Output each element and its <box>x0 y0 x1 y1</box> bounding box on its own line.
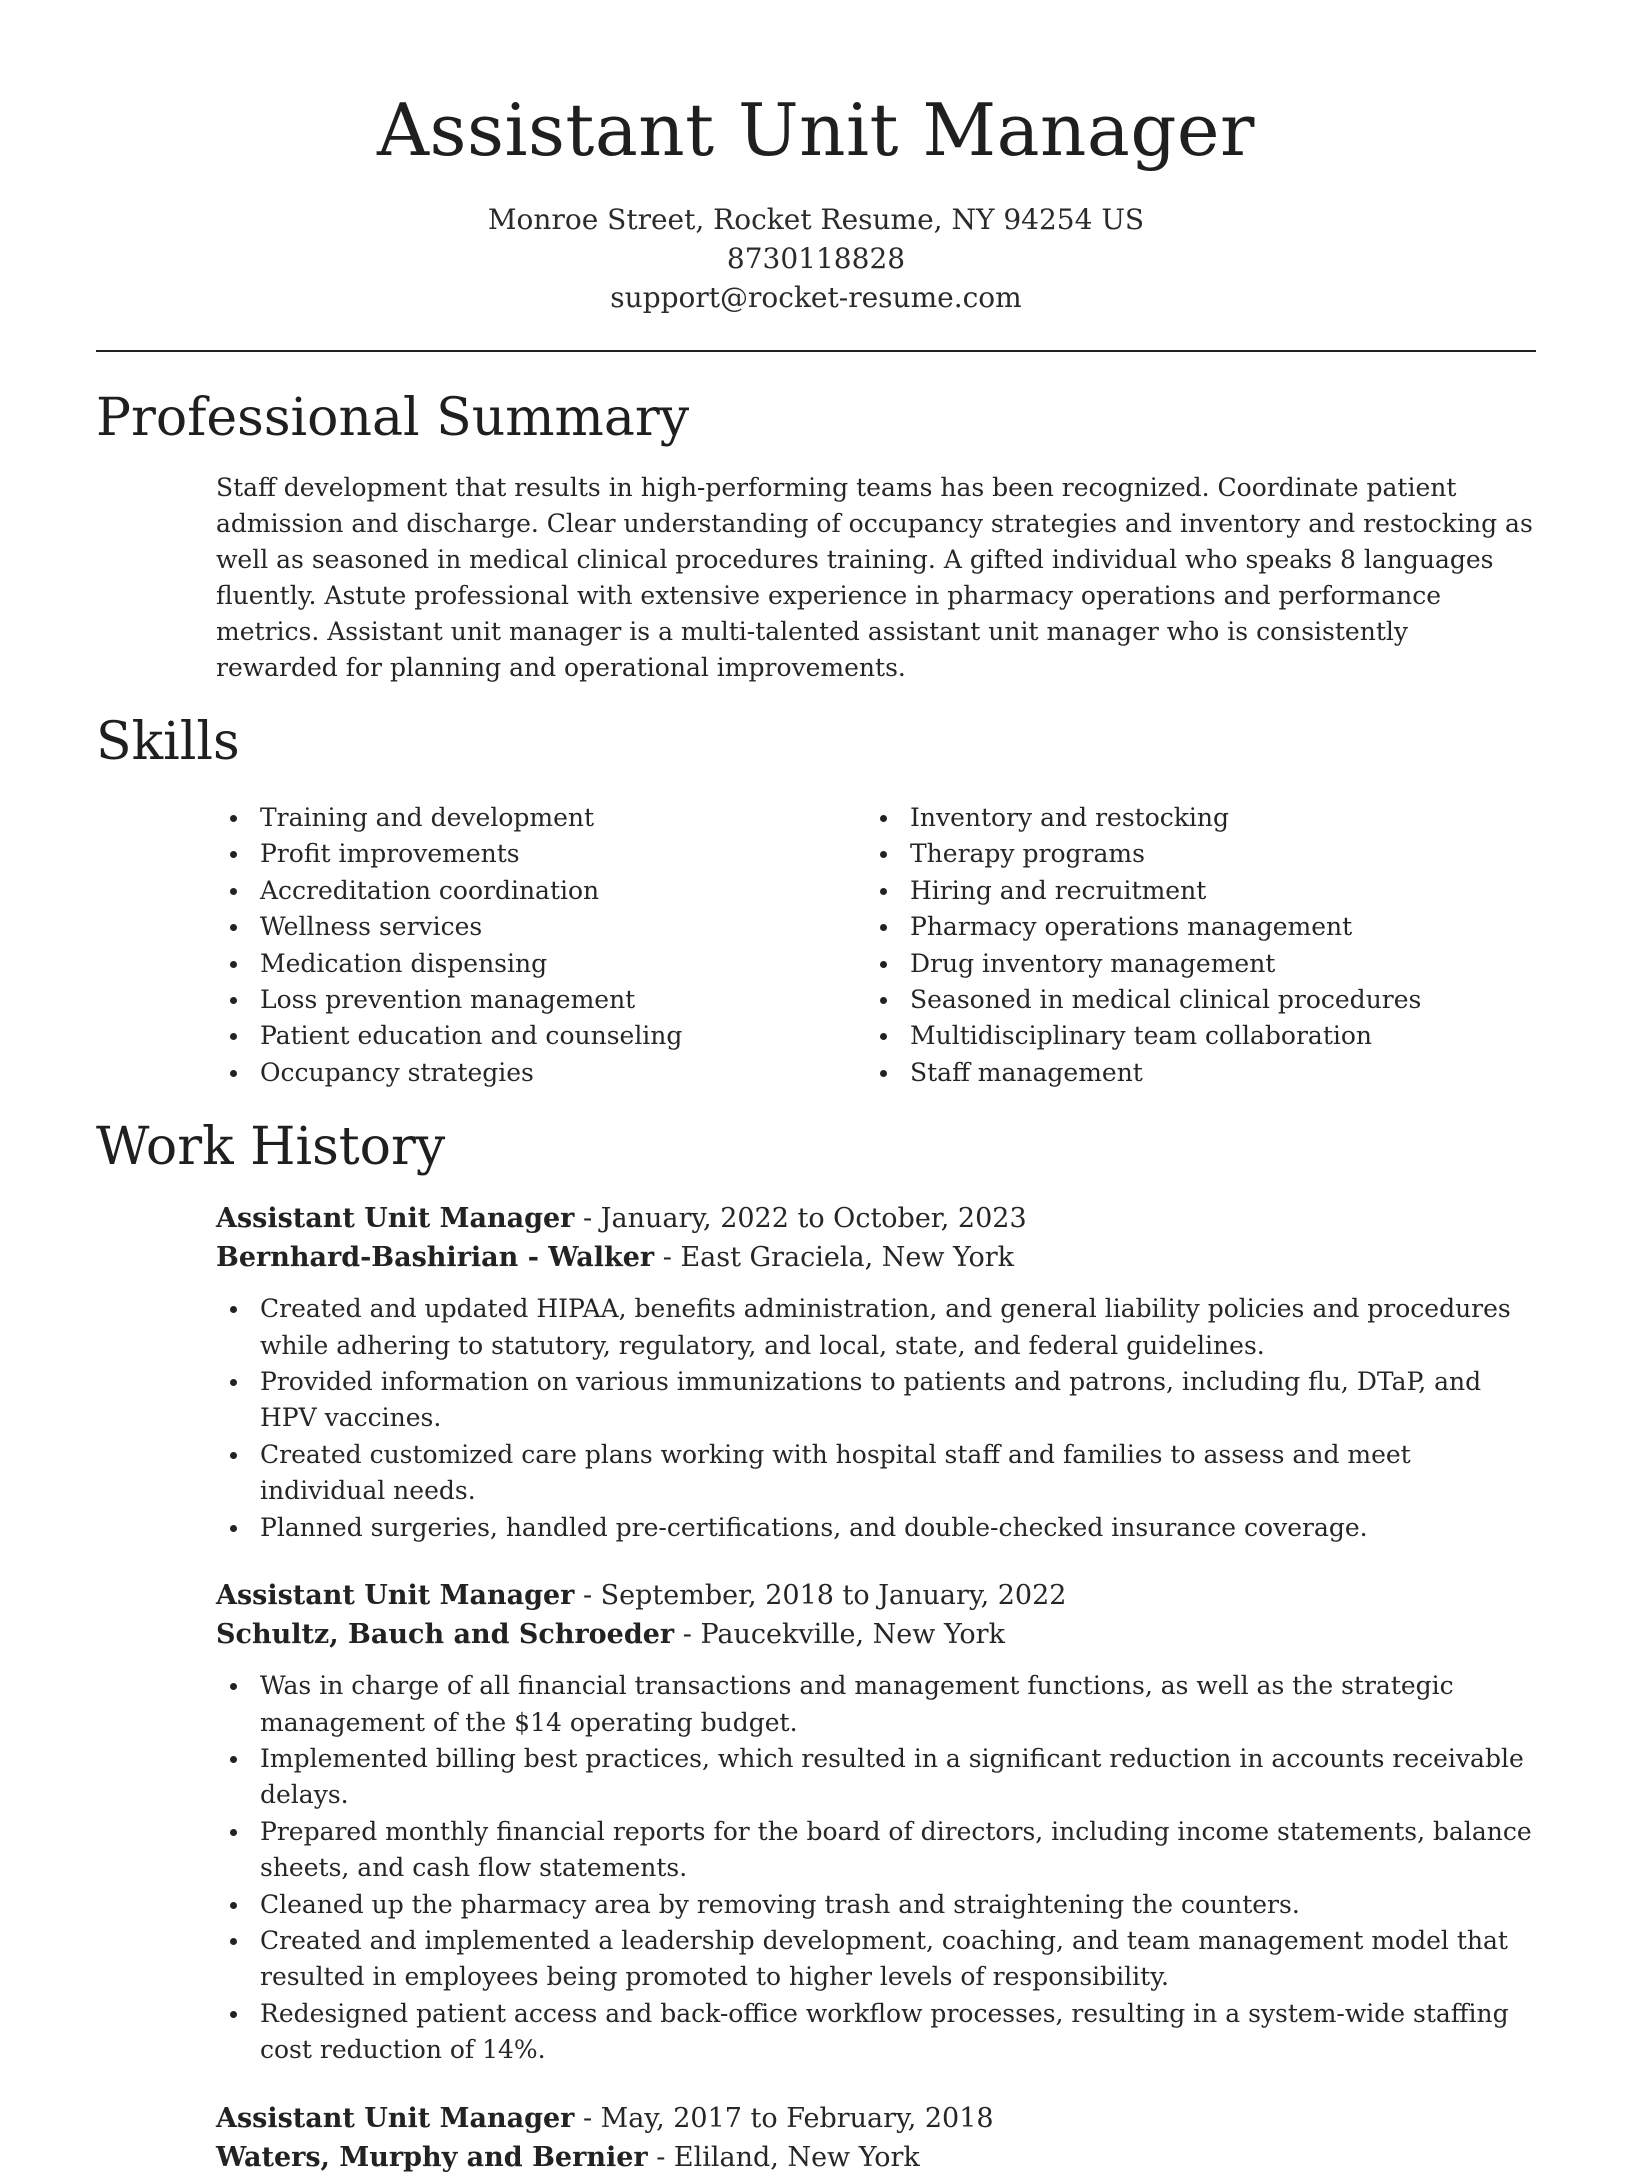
job-location: - Paucekville, New York <box>674 1619 1005 1651</box>
skills-heading: Skills <box>96 712 240 772</box>
skills-column-right <box>866 800 1516 1091</box>
resume-page <box>96 0 1536 2177</box>
job-dates: - January, 2022 to October, 2023 <box>574 1203 1027 1235</box>
contact-info <box>96 200 1536 317</box>
skills-column-left <box>216 800 866 1091</box>
job-company: Waters, Murphy and Bernier <box>216 2141 648 2173</box>
job-title-line <box>216 1576 1536 1615</box>
skill-item: Wellness services <box>216 909 866 945</box>
skill-item: Hiring and recruitment <box>866 873 1516 909</box>
skill-item: Multidisciplinary team collaboration <box>866 1018 1516 1054</box>
job-entry <box>216 1576 1536 2068</box>
skill-item: Profit improvements <box>216 836 866 872</box>
job-employer-line <box>216 2138 1536 2177</box>
summary-text: Staff development that results in high-performing teams has been recognized. Coordinate patient admission and discharge. Clear understanding of occupancy strategies and inventory and restocking as well as seasoned in medical clinical procedures training. A gifted individual who speaks 8 languages fluently. Astute professional with extensive experience in pharmacy operations and performance metrics. Assistant unit manager is a multi-talented assistant unit manager who is consistently rewarded for planning and operational improvements. <box>216 473 1533 682</box>
duty-item: Redesigned patient access and back-office workflow processes, resulting in a system-wide staffing cost reduction of 14%. <box>216 1996 1536 2069</box>
job-company: Schultz, Bauch and Schroeder <box>216 1619 675 1651</box>
skill-item: Staff management <box>866 1055 1516 1091</box>
skill-item: Therapy programs <box>866 836 1516 872</box>
candidate-name: Assistant Unit Manager <box>377 88 1255 172</box>
duty-item: Created and updated HIPAA, benefits administration, and general liability policies and procedures while adhering to statutory, regulatory, and local, state, and federal guidelines. <box>216 1291 1536 1364</box>
job-title-line <box>216 2099 1536 2138</box>
skill-item: Occupancy strategies <box>216 1055 866 1091</box>
job-role: Assistant Unit Manager <box>216 1580 575 1612</box>
skill-item: Drug inventory management <box>866 946 1516 982</box>
duty-item: Created customized care plans working with hospital staff and families to assess and meet individual needs. <box>216 1437 1536 1510</box>
job-location: - Eliland, New York <box>647 2141 920 2173</box>
skill-item: Accreditation coordination <box>216 873 866 909</box>
duty-item: Prepared monthly financial reports for the board of directors, including income statements, balance sheets, and cash flow statements. <box>216 1814 1536 1887</box>
skill-item: Loss prevention management <box>216 982 866 1018</box>
job-location: - East Graciela, New York <box>654 1242 1015 1274</box>
skill-item: Inventory and restocking <box>866 800 1516 836</box>
skill-item: Pharmacy operations management <box>866 909 1516 945</box>
email: support@rocket-resume.com <box>610 281 1022 314</box>
skill-item: Training and development <box>216 800 866 836</box>
job-title-line <box>216 1199 1536 1238</box>
duty-item: Implemented billing best practices, which resulted in a significant reduction in accounts receivable delays. <box>216 1741 1536 1814</box>
duty-item: Created and implemented a leadership development, coaching, and team management model that resulted in employees being promoted to higher levels of responsibility. <box>216 1923 1536 1996</box>
resume-header <box>96 84 1536 317</box>
work-history-heading: Work History <box>96 1117 446 1178</box>
job-role: Assistant Unit Manager <box>216 2102 575 2134</box>
job-employer-line <box>216 1615 1536 1654</box>
job-role: Assistant Unit Manager <box>216 1203 575 1235</box>
header-divider <box>96 350 1536 352</box>
job-duties <box>216 1291 1536 1546</box>
job-employer-line <box>216 1238 1536 1277</box>
job-entry <box>216 2099 1536 2177</box>
job-dates: - May, 2017 to February, 2018 <box>574 2102 994 2134</box>
job-entry <box>216 1199 1536 1546</box>
phone: 8730118828 <box>726 242 906 275</box>
duty-item: Provided information on various immunizations to patients and patrons, including flu, DTaP, and HPV vaccines. <box>216 1364 1536 1437</box>
job-company: Bernhard-Bashirian - Walker <box>216 1242 655 1274</box>
job-dates: - September, 2018 to January, 2022 <box>574 1580 1067 1612</box>
skills-list <box>216 800 1536 1091</box>
skill-item: Medication dispensing <box>216 946 866 982</box>
duty-item: Cleaned up the pharmacy area by removing trash and straightening the counters. <box>216 1887 1536 1923</box>
job-duties <box>216 1668 1536 2068</box>
address: Monroe Street, Rocket Resume, NY 94254 US <box>487 203 1145 236</box>
skill-item: Patient education and counseling <box>216 1018 866 1054</box>
duty-item: Was in charge of all financial transactions and management functions, as well as the strategic management of the $14 operating budget. <box>216 1668 1536 1741</box>
skill-item: Seasoned in medical clinical procedures <box>866 982 1516 1018</box>
duty-item: Planned surgeries, handled pre-certifications, and double-checked insurance coverage. <box>216 1510 1536 1546</box>
summary-heading: Professional Summary <box>96 388 690 448</box>
